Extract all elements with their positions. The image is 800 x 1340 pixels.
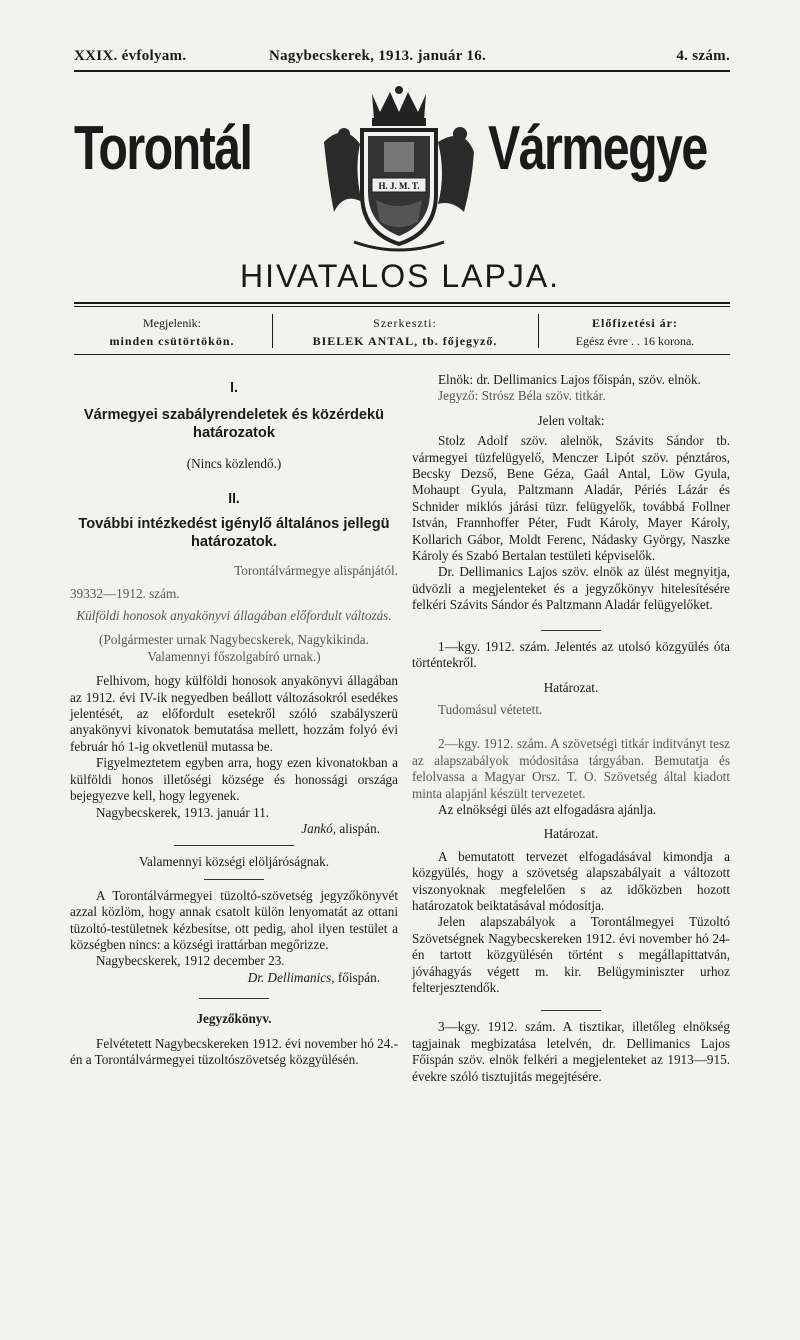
chair-line: Elnök: dr. Dellimanics Lajos főispán, szöv. elnök. (438, 372, 701, 387)
issue-number: 4. szám. (676, 48, 730, 64)
volume-label: XXIX. évfolyam. (74, 48, 187, 64)
county-coat-of-arms-icon (314, 82, 484, 254)
masthead-word-left: Torontál (74, 114, 252, 183)
signature-2-name: Dr. Dellimanics (247, 969, 332, 985)
minutes-title: Jegyzőkönyv. (196, 1011, 272, 1027)
section-2-number: II. (228, 489, 240, 507)
dateline-1: Nagybecskerek, 1913. január 11. (96, 804, 270, 820)
info-rule (74, 354, 730, 355)
separator-2 (204, 879, 264, 880)
item-2-recommendation: Az elnökségi ülés azt elfogadásra ajánlja. (438, 801, 657, 817)
separator-3 (199, 998, 269, 999)
editor-box (274, 314, 536, 354)
appears-label: Megjelenik: (143, 316, 201, 330)
left-column (70, 372, 398, 1068)
crest-label: H. J. M. T. (378, 181, 420, 191)
present-list: Stolz Adolf szöv. alelnök, Szávits Sándor tb. vármegyei tüzfelügyelő, Menczer Lipót szöv. pénztáros, Becsky Dezső, Bene Géza, Gaál Antal, Löw Gyula, Mohaupt Gyula, Paltzmann Aladár, Périés Lázár és Schnider miklós járási tüzr. felügyelők, továbbá Follner István, Frannhoffer Péter, Fudt Károly, Mayer Károly, Kollarich Gábor, Moldt Ferenc, Nádasky György, Naszke Károly és Szabó Bertalan testületi képviselők. (412, 433, 730, 564)
decision-2b: Jelen alapszabályok a Torontálmegyei Tüzoltó Szövetségnek Nagybecskereken 1912. évi november hó 24-én tartott közgyülésén történt s megállapittatván, jóváhagyás végett m. kir. Belügyminiszter urhoz felterjesztendők. (412, 914, 730, 995)
paragraph-3: A Torontálvármegyei tüzoltó-szövetség jegyzőkönyvét azzal közlöm, hogy annak csatolt külön lenyomatát az ottani tüzoltó-testületnek kézbesítse, ott pedig, ahol ilyen testület a községben nincs: a községi irattárban megőrizze. (70, 887, 398, 952)
document-number: 39332—1912. szám. (70, 585, 180, 601)
signature-2 (70, 970, 398, 986)
decision-1-label: Határozat. (543, 679, 599, 695)
masthead-subtitle: HIVATALOS LAPJA. (239, 258, 561, 294)
addressee: (Polgármester urnak Nagybecskerek, Nagykikinda. Valamennyi főszolgabíró urnak.) (99, 632, 369, 664)
separator-r1 (541, 630, 601, 631)
masthead-rule-thin (74, 306, 730, 307)
secretary-line: Jegyző: Strósz Béla szöv. titkár. (438, 388, 606, 404)
addressee-2: Valamennyi községi elöljáróságnak. (138, 854, 330, 870)
section-1-note: (Nincs közlendő.) (186, 456, 282, 472)
separator-r2 (541, 1010, 601, 1011)
present-label: Jelen voltak: (537, 412, 605, 428)
info-divider-2 (538, 314, 539, 348)
signature-1 (70, 821, 398, 837)
masthead-word-right: Vármegye (488, 114, 707, 183)
document-title: Külföldi honosok anyakönyvi állagában előfordult változás. (76, 608, 392, 624)
subscription-value: Egész évre . . 16 korona. (575, 334, 695, 348)
signature-1-name: Jankó (301, 820, 333, 836)
header-rule (74, 70, 730, 72)
place-date: Nagybecskerek, 1913. január 16. (269, 48, 487, 64)
signature-2-title: , főispán. (331, 969, 380, 985)
dateline-2: Nagybecskerek, 1912 december 23. (96, 953, 285, 969)
appears-box (74, 314, 270, 354)
right-column (412, 372, 730, 1085)
item-2: 2—kgy. 1912. szám. A szövetségi titkár inditványt tesz az alapszabályok módositása tárgyában. Bemutatja és felolvassa a Magyar Orsz. T. O. Szövetség által kiadott minta alapjánl készült tervezetet. (412, 736, 730, 801)
issue-header (74, 48, 730, 70)
info-divider-1 (272, 314, 273, 348)
paragraph-2: Figyelmeztetem egyben arra, hogy ezen kivonatokban a külföldi honos illetőségi községe és honossági országa bejegyezve kell, hogy legyenek. (70, 755, 398, 804)
opening-paragraph: Dr. Dellimanics Lajos szöv. elnök az ülést megnyitja, üdvözli a megjelenteket és a jegyzőkönyv hitelesítésére felkéri Szávits Sándor és Paltzmann Aladár felügyelőket. (412, 564, 730, 613)
section-2-title: További intézkedést igénylő általános jellegü határozatok. (78, 516, 390, 551)
editor-value: BIELEK ANTAL, tb. főjegyző. (312, 334, 498, 348)
paragraph-1: Felhivom, hogy külföldi honosok anyakönyvi állagában az 1912. évi IV-ik negyedben beállott változásokról esedékes jelentését, az előfordult esetekről szóló szabályszerü anyakönyvi kivonatok bemutatása mellett, hozzám folyó évi február hó 1-ig okvetlenül mutassa be. (70, 673, 398, 754)
item-3: 3—kgy. 1912. szám. A tisztikar, illetőleg elnökség tagjainak megbizatása letelvén, dr. Dellimanics Lajos Főispán szöv. elnök felkéri a megjelenteket az 1913—915. évekre szóló tisztujitás megejtésére. (412, 1019, 730, 1084)
masthead-rule-top (74, 302, 730, 304)
section-1-number: I. (230, 379, 238, 396)
subscription-box (540, 314, 730, 354)
editor-label: Szerkeszti: (373, 316, 437, 330)
separator-1 (174, 845, 294, 846)
issuer-line: Torontálvármegye alispánjától. (234, 563, 398, 579)
appears-value: minden csütörtökön. (109, 334, 235, 348)
subscription-label: Előfizetési ár: (592, 316, 678, 330)
item-1: 1—kgy. 1912. szám. Jelentés az utolsó közgyülés óta történtekről. (412, 638, 730, 671)
paragraph-4: Felvétetett Nagybecskereken 1912. évi november hó 24.-én a Torontálvármegyei tüzoltószövetség közgyülésén. (70, 1035, 398, 1067)
section-1-title: Vármegyei szabályrendeletek és közérdekü határozatok (83, 407, 385, 442)
decision-2-label: Határozat. (543, 826, 599, 842)
decision-2a: A bemutatott tervezet elfogadásával kimondja a közgyülés, hogy a szövetség alapszabályait a változott viszonyoknak megfelelően s az időközben hozott határozatok beiktatásával módosítja. (412, 848, 730, 913)
decision-1: Tudomásul vétetett. (438, 701, 543, 717)
signature-1-title: , alispán. (332, 820, 380, 836)
